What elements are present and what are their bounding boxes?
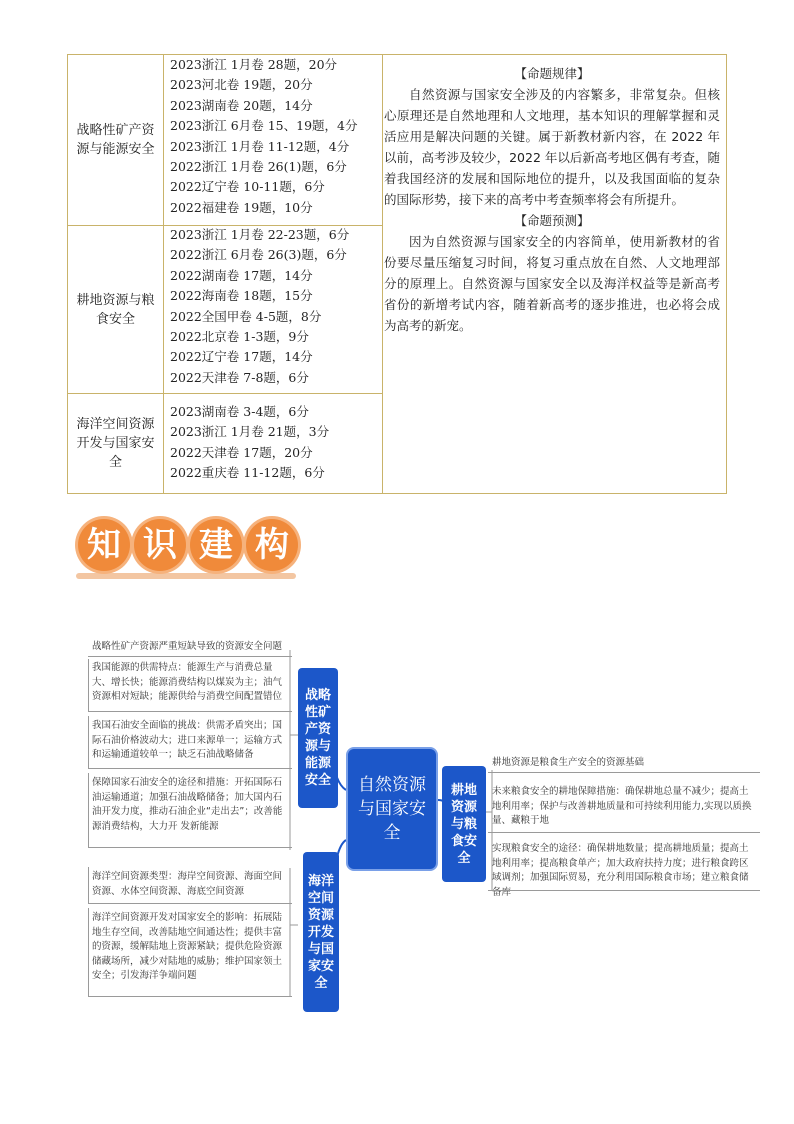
exam-item: 2022辽宁卷 10-11题，6分 [170,179,325,195]
exam-item: 2022辽宁卷 17题，14分 [170,349,313,365]
mindmap-center-node [346,747,438,871]
exam-item: 2022福建卷 19题，10分 [170,199,313,215]
exam-item: 2022天津卷 17题，20分 [170,444,313,460]
branch-node-mineral [298,668,338,808]
exam-item: 2022天津卷 7-8题，6分 [170,369,309,385]
exam-item: 2022浙江 6月卷 26(3)题，6分 [170,247,347,263]
branch-label: 耕地资源与粮食安全 [450,782,477,866]
note-bracket [88,659,292,712]
banner-char: 构 [246,519,298,571]
exam-item: 2022浙江 1月卷 26(1)题，6分 [170,159,347,175]
exam-item: 2022海南卷 18题，15分 [170,288,313,304]
mineral-note: 保障国家石油安全的途径和措施：开拓国际石油运输通道；加强石油战略储备；加大国内石油开发力度，推动石油企业“走出去”；改善能源消费结构，大力开 发新能源 [92,777,283,832]
exam-item: 2023浙江 1月卷 28题，20分 [170,57,338,72]
rule-text: 自然资源与国家安全涉及的内容繁多，非常复杂。但核心原理还是自然地理和人文地理，基本知识的理解掌握和灵活应用是解决问题的关键。属于新教材新内容，在 2022 年以前，高考涉及较少，2022 年以后新高考地区偶有考查，随着我国经济的发展和国际地位的提升，以及我国面临的复杂的国际形势，接下来的高考中考查频率将会有所提升。 [384,87,720,207]
exam-item: 2022全国甲卷 4-5题，8分 [170,308,322,324]
exam-item: 2023浙江 1月卷 11-12题，4分 [170,138,350,154]
note-bracket [88,716,292,769]
note-underline [88,656,292,657]
farmland-note: 耕地资源是粮食生产安全的资源基础 [492,757,645,768]
note-underline [488,832,760,833]
branch-node-farmland [442,766,486,882]
category-label: 海洋空间资源开发与国家安全 [76,417,155,470]
banner-char: 建 [190,519,242,571]
exam-item: 2022北京卷 1-3题，9分 [170,329,309,345]
exam-item: 2023浙江 1月卷 22-23题，6分 [170,227,350,242]
branch-label: 海洋空间资源开发与国家安全 [308,873,335,991]
category-label: 耕地资源与粮食安全 [76,292,155,327]
exam-item: 2023浙江 6月卷 15、19题，4分 [170,118,358,134]
branch-node-ocean [303,852,339,1012]
ocean-note: 海洋空间资源类型：海岸空间资源、海面空间资源、水体空间资源、海底空间资源 [92,871,283,897]
banner-char: 识 [134,519,186,571]
mineral-note: 我国石油安全面临的挑战：供需矛盾突出；国际石油价格波动大；进口来源单一；运输方式和运输通道较单一；缺乏石油战略储备 [92,720,283,760]
banner-char: 知 [78,519,130,571]
exam-item: 2023湖南卷 3-4题，6分 [170,404,309,419]
category-label: 战略性矿产资源与能源安全 [76,123,155,157]
exam-item: 2023湖南卷 20题，14分 [170,97,313,113]
farmland-note: 实现粮食安全的途径：确保耕地数量；提高耕地质量；提高土地利用率；提高粮食单产；加大政府扶持力度；进行粮食跨区域调剂；加强国际贸易，充分利用国际粮食市场；建立粮食储备库 [492,843,749,898]
exam-item: 2023河北卷 19题，20分 [170,77,313,93]
note-underline [488,890,760,891]
center-label: 自然资源与国家安全 [358,775,426,843]
mineral-note: 我国能源的供需特点：能源生产与消费总量大、增长快；能源消费结构以煤炭为主；油气资源相对短缺；能源供给与消费空间配置错位 [92,662,283,702]
note-bracket [88,867,292,904]
rule-title: 【命题规律】 [514,66,590,81]
farmland-note: 未来粮食安全的耕地保障措施：确保耕地总量不减少；提高土地利用率；保护与改善耕地质量和可持续利用能力,实现以质换量、藏粮于地 [492,786,752,826]
predict-title: 【命题预测】 [514,213,590,228]
exam-item: 2022重庆卷 11-12题，6分 [170,465,325,481]
exam-item: 2022湖南卷 17题，14分 [170,267,313,283]
branch-label: 战略性矿产资源与能源安全 [305,688,332,788]
exam-item: 2023浙江 1月卷 21题，3分 [170,424,330,440]
mineral-note: 战略性矿产资源严重短缺导致的资源安全问题 [92,641,283,652]
note-underline [488,772,760,773]
note-bracket [88,908,292,997]
predict-text: 因为自然资源与国家安全的内容简单，使用新教材的省份要尽量压缩复习时间，将复习重点放在自然、人文地理部分的原理上。自然资源与国家安全以及海洋权益等是新高考省份的新增考试内容，随着新高考的逐步推进，也必将会成为高考的新宠。 [384,234,720,333]
note-bracket [88,773,292,848]
ocean-note: 海洋空间资源开发对国家安全的影响：拓展陆地生存空间，改善陆地空间通达性；提供丰富的资源，缓解陆地上资源紧缺；提供危险资源储藏场所，减少对陆地的威胁；维护国家领土安全；引发海洋争端问题 [92,912,283,981]
